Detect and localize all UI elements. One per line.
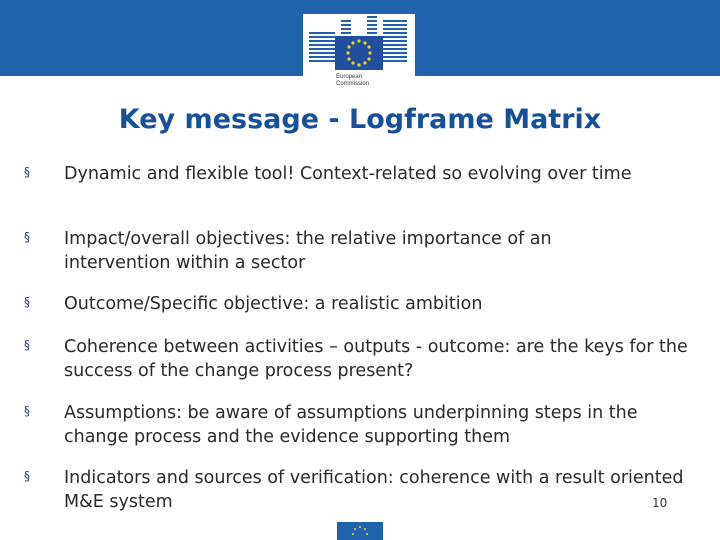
bullet-marker: § [24, 165, 30, 179]
commission-building-icon [303, 14, 415, 104]
bullet-marker: § [24, 469, 30, 483]
bullet-text: Outcome/Specific objective: a realistic ambition [64, 294, 483, 314]
logo-text-line1: European [336, 74, 363, 80]
bullet-text: Indicators and sources of verification: coherence with a result oriented M&E system [64, 468, 684, 512]
bullet-text: Assumptions: be aware of assumptions underpinning steps in the change process and the evidence supporting them [64, 403, 638, 447]
european-commission-logo [303, 14, 415, 104]
footer-flag-icon [337, 522, 383, 540]
bullet-marker: § [24, 338, 30, 352]
page-number: 10 [652, 496, 668, 510]
logo-text [336, 74, 396, 88]
bullet-marker: § [24, 404, 30, 418]
bullet-text: Impact/overall objectives: the relative importance of an intervention within a sector [64, 229, 552, 273]
bullet-text: Dynamic and flexible tool! Context-related so evolving over time [64, 164, 632, 184]
slide-title: Key message - Logframe Matrix [118, 104, 602, 135]
bullet-marker: § [24, 230, 30, 244]
bullet-text: Coherence between activities – outputs - outcome: are the keys for the success of the change process present? [64, 337, 688, 381]
logo-text-line2: Commission [336, 81, 370, 87]
bullet-marker: § [24, 295, 30, 309]
